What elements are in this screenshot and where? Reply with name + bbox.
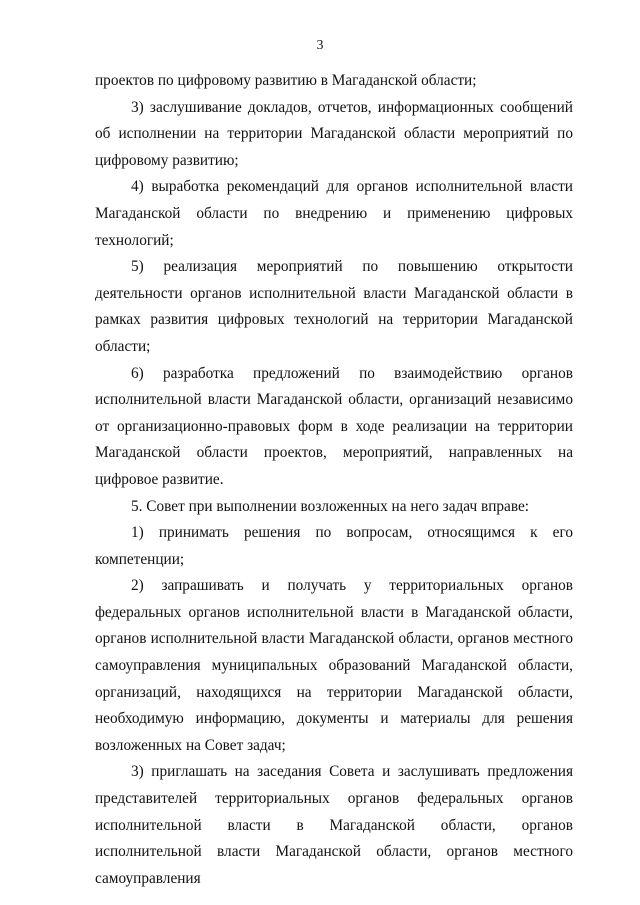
paragraph-item-4: 4) выработка рекомендаций для органов исполнительной власти Магаданской области по внедрению и применению цифровых технологий; [95,178,573,249]
paragraph-right-2: 2) запрашивать и получать у территориальных органов федеральных органов исполнительной власти в Магаданской области, органов исполнительной власти Магаданской области, органов местного самоуправления муниципальных образований Магаданской области, организаций, находящихся на территории Магаданской области, необходимую информацию, документы и материалы для решения возложенных на Совет задач; [95,577,573,754]
paragraph-right-3: 3) приглашать на заседания Совета и заслушивать предложения представителей территориальных органов федеральных органов исполнительной власти в Магаданской области, органов исполнительной власти Магаданской области, органов местного самоуправления [95,763,573,887]
paragraph-right-1: 1) принимать решения по вопросам, относящимся к его компетенции; [95,524,573,568]
paragraph-item-3: 3) заслушивание докладов, отчетов, информационных сообщений об исполнении на территории Магаданской области мероприятий по цифровому развитию; [95,98,573,169]
document-body [95,68,573,892]
paragraph-item-5: 5) реализация мероприятий по повышению открытости деятельности органов исполнительной власти Магаданской области в рамках развития цифровых технологий на территории Магаданской области; [95,258,573,355]
page-number: 3 [316,38,324,53]
paragraph-continuation: проектов по цифровому развитию в Магаданской области; [95,72,477,89]
paragraph-item-6: 6) разработка предложений по взаимодействию органов исполнительной власти Магаданской области, организаций независимо от организационно-правовых форм в ходе реализации на территории Магаданской области проектов, мероприятий, направленных на цифровое развитие. [95,364,573,488]
paragraph-section-5: 5. Совет при выполнении возложенных на него задач вправе: [131,497,530,515]
